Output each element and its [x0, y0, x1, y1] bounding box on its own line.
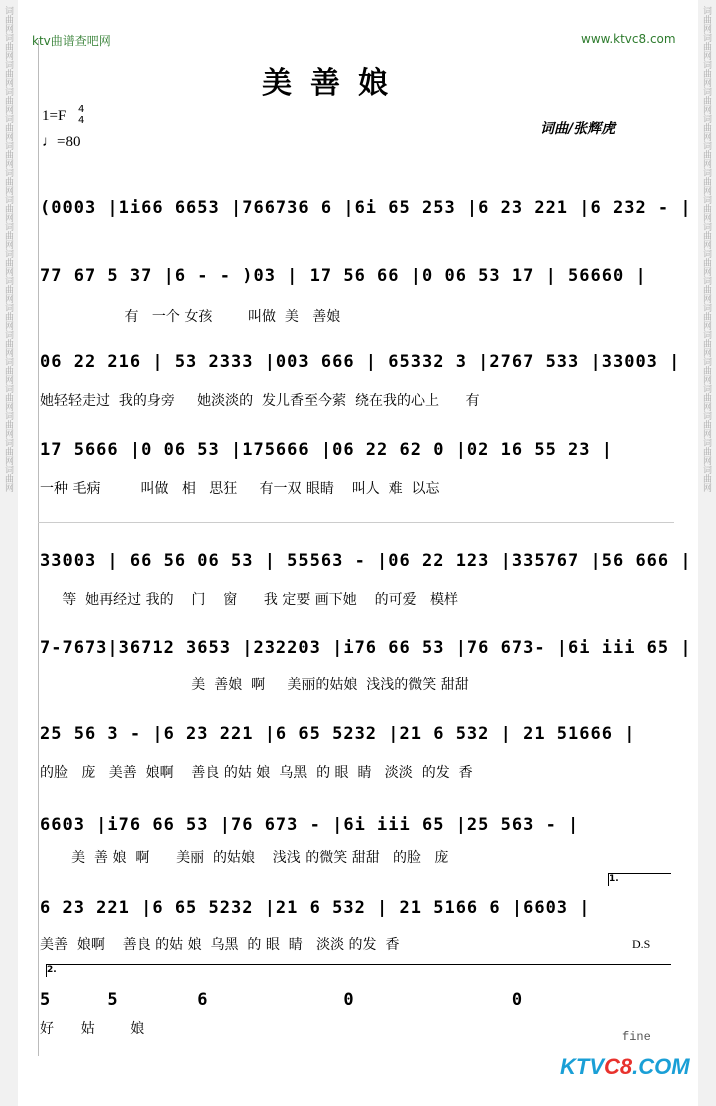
notes: 7-7673|36712 3653 |232203 |i76 66 53 |76 673- |6i iii 65 | [40, 638, 692, 658]
left-watermark-strip [0, 0, 18, 1106]
tempo-marking: ♩=80 [42, 134, 81, 150]
side-watermark: 词曲网词曲网词曲网词曲网词曲网词曲网词曲网词曲网词曲网词曲网词曲网词曲网词曲网词曲网词曲网词曲网词曲网词曲网 [701, 6, 711, 492]
logo-part-c: .COM [632, 1054, 690, 1079]
notes: 6603 |i76 66 53 |76 673 - |6i iii 65 |25 563 - | [40, 815, 580, 835]
notes: 17 5666 |0 06 53 |175666 |06 22 62 0 |02 16 55 23 | [40, 440, 613, 460]
time-bottom: 4 [78, 115, 85, 126]
lyrics: 美 善 娘 啊 美丽 的姑娘 浅浅 的微笑 甜甜 的脸 庞 [40, 850, 449, 866]
volta-2-label: 2. [47, 965, 57, 975]
lyrics: 有 一个 女孩 叫做 美 善娘 [40, 309, 341, 325]
lyrics: 等 她再经过 我的 门 窗 我 定要 画下她 的可爱 模样 [40, 592, 458, 608]
site-logo[interactable] [560, 1054, 690, 1080]
lyrics: 一种 毛病 叫做 相 思狂 有一双 眼睛 叫人 难 以忘 [40, 481, 440, 497]
time-top: 4 [78, 104, 85, 115]
fine-marking: fine [622, 1030, 651, 1044]
time-signature [78, 104, 84, 126]
notes: 25 56 3 - |6 23 221 |6 65 5232 |21 6 532 | 21 51666 | [40, 724, 636, 744]
lyrics: 她轻轻走过 我的身旁 她淡淡的 发儿香至今萦 绕在我的心上 有 [40, 393, 480, 409]
notes: 77 67 5 37 |6 - - )03 | 17 56 66 |0 06 53 17 | 56660 | [40, 266, 647, 286]
lyrics: 好 姑 娘 [40, 1021, 145, 1037]
notes: (0003 |1i66 6653 |766736 6 |6i 65 253 |6 23 221 |6 232 - | [40, 198, 692, 218]
song-title: 美善娘 [262, 66, 406, 101]
lyrics: 美 善娘 啊 美丽的姑娘 浅浅的微笑 甜甜 [40, 677, 469, 693]
side-watermark: 词曲网词曲网词曲网词曲网词曲网词曲网词曲网词曲网词曲网词曲网词曲网词曲网词曲网词曲网词曲网词曲网词曲网词曲网 [3, 6, 13, 492]
credit-line: 词曲/张辉虎 [540, 121, 616, 137]
key-signature: 1=F [42, 108, 67, 124]
second-ending-bracket [46, 964, 671, 977]
site-name-left[interactable]: ktv曲谱查吧网 [32, 34, 111, 48]
first-ending-bracket [608, 873, 671, 886]
notes: 6 23 221 |6 65 5232 |21 6 532 | 21 5166 6 |6603 | [40, 898, 591, 918]
page-divider [38, 522, 674, 523]
lyrics: 的脸 庞 美善 娘啊 善良 的姑 娘 乌黑 的 眼 睛 淡淡 的发 香 [40, 765, 473, 781]
notes: 33003 | 66 56 06 53 | 55563 - |06 22 123 |335767 |56 666 | [40, 551, 692, 571]
dal-segno-marking: D.S [632, 937, 651, 951]
volta-1-label: 1. [609, 874, 619, 884]
notes: 06 22 216 | 53 2333 |003 666 | 65332 3 |2767 533 |33003 | [40, 352, 681, 372]
notes: 5 5 6 0 0 [40, 990, 524, 1010]
logo-part-a: KTV [560, 1054, 604, 1079]
logo-part-b: C8 [604, 1054, 633, 1079]
site-url-right[interactable]: www.ktvc8.com [581, 32, 676, 46]
right-watermark-strip [698, 0, 716, 1106]
lyrics: 美善 娘啊 善良 的姑 娘 乌黑 的 眼 睛 淡淡 的发 香 [40, 937, 400, 953]
